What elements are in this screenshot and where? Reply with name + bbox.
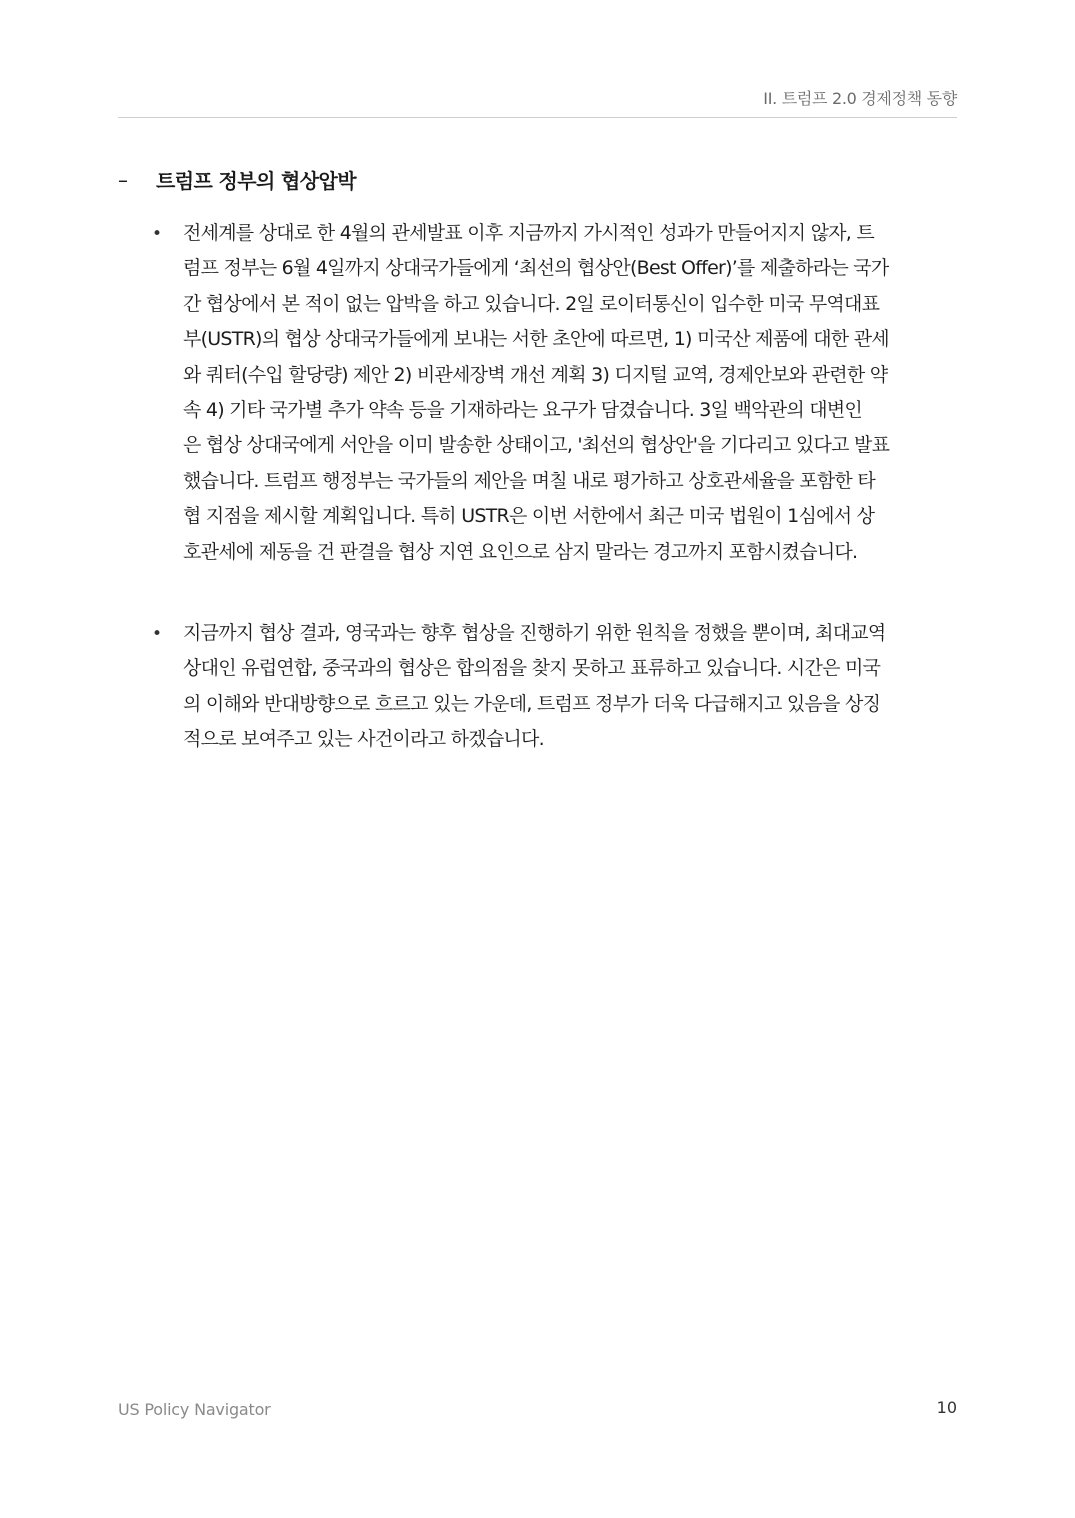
header-divider [118, 117, 957, 118]
bullet-dot-icon: • [152, 224, 163, 244]
paragraph-line: 지금까지 협상 결과, 영국과는 향후 협상을 진행하기 위한 원칙을 정했을 뿐이며, 최대교역 [183, 622, 886, 645]
paragraph-line: 상대인 유럽연합, 중국과의 협상은 합의점을 찾지 못하고 표류하고 있습니다. 시간은 미국 [183, 657, 881, 680]
heading-dash: – [118, 167, 128, 192]
paragraph-line: 와 쿼터(수입 할당량) 제안 2) 비관세장벽 개선 계획 3) 디지털 교역, 경제안보와 관련한 약 [183, 363, 888, 386]
bullet-paragraph-2 [183, 616, 962, 758]
section-heading-text: 트럼프 정부의 협상압박 [156, 169, 356, 193]
paragraph-line: 속 4) 기타 국가별 추가 약속 등을 기재하라는 요구가 담겼습니다. 3일 백악관의 대변인 [183, 399, 863, 422]
paragraph-line: 전세계를 상대로 한 4월의 관세발표 이후 지금까지 가시적인 성과가 만들어지지 않자, 트 [183, 222, 874, 244]
footer-publication-name: US Policy Navigator [118, 1400, 271, 1419]
bullet-paragraph-1 [183, 216, 962, 570]
bullet-dot-icon: • [152, 624, 163, 645]
bullet-list [152, 216, 962, 804]
section-heading [118, 165, 957, 194]
paragraph-line: 했습니다. 트럼프 행정부는 국가들의 제안을 며칠 내로 평가하고 상호관세율을 포함한 타 [183, 469, 875, 492]
paragraph-line: 협 지점을 제시할 계획입니다. 특히 USTR은 이번 서한에서 최근 미국 법원이 1심에서 상 [183, 505, 875, 528]
paragraph-line: 부(USTR)의 협상 상대국가들에게 보내는 서한 초안에 따르면, 1) 미국산 제품에 대한 관세 [183, 328, 889, 351]
paragraph-line: 적으로 보여주고 있는 사건이라고 하겠습니다. [183, 728, 544, 751]
paragraph-line: 럼프 정부는 6월 4일까지 상대국가들에게 ‘최선의 협상안(Best Offer)’를 제출하라는 국가 [183, 257, 889, 280]
paragraph-line: 간 협상에서 본 적이 없는 압박을 하고 있습니다. 2일 로이터통신이 입수한 미국 무역대표 [183, 292, 880, 315]
paragraph-line: 의 이해와 반대방향으로 흐르고 있는 가운데, 트럼프 정부가 더욱 다급해지고 있음을 상징 [183, 692, 881, 715]
bullet-item-2 [152, 616, 962, 758]
footer-page-number: 10 [936, 1398, 957, 1417]
paragraph-line: 은 협상 상대국에게 서안을 이미 발송한 상태이고, '최선의 협상안'을 기다리고 있다고 발표 [183, 434, 890, 457]
running-header-section-title: II. 트럼프 2.0 경제정책 동향 [763, 89, 957, 108]
bullet-item-1 [152, 216, 962, 570]
paragraph-line: 호관세에 제동을 건 판결을 협상 지연 요인으로 삼지 말라는 경고까지 포함시켰습니다. [183, 540, 858, 563]
